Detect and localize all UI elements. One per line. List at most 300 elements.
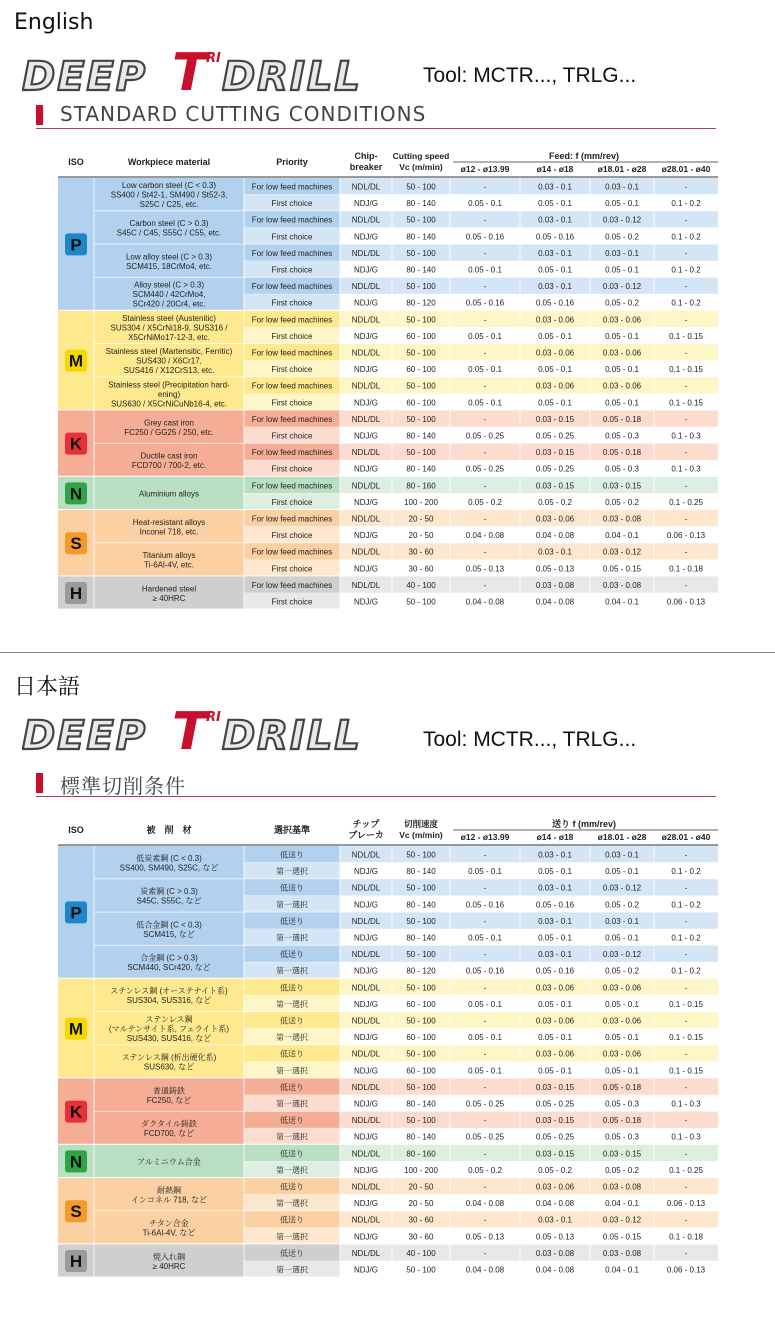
priority-value: 第一選択	[276, 933, 308, 943]
table-row	[244, 912, 718, 929]
material-name: 合金鋼 (C > 0.3)	[140, 953, 198, 963]
table-row	[244, 1244, 718, 1261]
chipbreaker-value: NDJ/G	[354, 900, 378, 910]
feed-d4-value: 0.1 - 0.2	[671, 298, 701, 308]
section-title: STANDARD CUTTING CONDITIONS	[60, 102, 427, 126]
material-block	[94, 946, 718, 979]
table-row	[244, 327, 718, 344]
speed-value: 50 - 100	[406, 916, 436, 926]
table-row	[244, 593, 718, 610]
feed-d4-value: -	[684, 448, 688, 458]
feed-d2-value: 0.03 - 0.1	[538, 850, 572, 860]
material-block	[94, 311, 718, 344]
iso-group-s	[58, 510, 718, 576]
feed-d2-value: 0.03 - 0.06	[535, 381, 575, 391]
feed-d4-value: 0.1 - 0.2	[671, 966, 701, 976]
header-speed-2: Vc (m/min)	[399, 830, 443, 840]
material-name: Ti-6Al-4V, etc.	[144, 560, 194, 570]
material-block	[94, 410, 718, 443]
material-name: SUS630, など	[143, 1062, 195, 1072]
header-feed: 送り f (mm/rev)	[551, 819, 617, 829]
material-name: 低合金鋼 (C < 0.3)	[136, 920, 202, 930]
priority-value: First choice	[271, 298, 313, 308]
header-diameter-3: ø18.01 - ø28	[597, 832, 647, 842]
feed-d4-value: 0.06 - 0.13	[666, 597, 706, 607]
table-row	[244, 995, 718, 1012]
material-name: 低炭素鋼 (C < 0.3)	[136, 853, 202, 863]
feed-d3-value: 0.03 - 0.12	[602, 950, 642, 960]
material-name: SUS430, SUS416, など	[126, 1034, 212, 1044]
chipbreaker-value: NDJ/G	[354, 365, 378, 375]
speed-value: 80 - 140	[406, 431, 436, 441]
chipbreaker-value: NDL/DL	[351, 348, 381, 358]
material-name: SCM440 / 42CrMo4,	[132, 290, 206, 300]
language-label: English	[14, 10, 94, 35]
table-row	[244, 278, 718, 295]
feed-d4-value: 0.1 - 0.3	[671, 1132, 701, 1142]
material-name: (マルテンサイト系, フェライト系)	[108, 1024, 230, 1034]
table-row	[244, 294, 718, 311]
feed-d4-value: -	[684, 182, 688, 192]
material-block	[94, 576, 718, 609]
iso-letter: N	[69, 1152, 83, 1172]
feed-d4-value: 0.06 - 0.13	[666, 531, 706, 541]
feed-d1-value: 0.05 - 0.1	[468, 1066, 502, 1076]
feed-d4-value: 0.1 - 0.15	[669, 331, 703, 341]
speed-value: 50 - 100	[406, 381, 436, 391]
feed-d3-value: 0.03 - 0.12	[602, 282, 642, 292]
chipbreaker-value: NDL/DL	[351, 580, 381, 590]
feed-d4-value: -	[684, 1149, 688, 1159]
feed-d1-value: 0.05 - 0.2	[468, 497, 502, 507]
cutting-conditions-table-en	[58, 150, 718, 610]
feed-d4-value: -	[684, 850, 688, 860]
feed-d4-value: -	[684, 883, 688, 893]
speed-value: 60 - 100	[406, 1033, 436, 1043]
iso-letter: P	[70, 235, 82, 255]
priority-value: First choice	[271, 464, 313, 474]
priority-value: 第一選択	[276, 1066, 308, 1076]
chipbreaker-value: NDJ/G	[354, 232, 378, 242]
feed-d3-value: 0.03 - 0.12	[602, 547, 642, 557]
feed-d4-value: 0.1 - 0.15	[669, 398, 703, 408]
chipbreaker-value: NDL/DL	[351, 514, 381, 524]
feed-d2-value: 0.03 - 0.06	[535, 983, 575, 993]
chipbreaker-value: NDL/DL	[351, 315, 381, 325]
feed-d1-value: -	[483, 481, 487, 491]
chipbreaker-value: NDJ/G	[354, 199, 378, 209]
feed-d1-value: -	[483, 1215, 487, 1225]
feed-d1-value: -	[483, 950, 487, 960]
feed-d2-value: 0.05 - 0.1	[538, 265, 572, 275]
priority-value: 低送り	[280, 1215, 304, 1225]
speed-value: 50 - 100	[406, 414, 436, 424]
priority-value: 低送り	[280, 1049, 304, 1059]
feed-d4-value: 0.1 - 0.2	[671, 867, 701, 877]
iso-group-p	[58, 178, 718, 311]
table-row	[244, 493, 718, 510]
feed-d1-value: -	[483, 282, 487, 292]
feed-d2-value: 0.05 - 0.1	[538, 1066, 572, 1076]
material-name: Hardened steel	[141, 584, 197, 594]
material-block	[94, 477, 718, 510]
table-row	[244, 427, 718, 444]
feed-d1-value: -	[483, 916, 487, 926]
material-name: Stainless steel (Martensitic, Ferritic)	[105, 347, 233, 357]
feed-d4-value: 0.1 - 0.2	[671, 900, 701, 910]
iso-letter: S	[70, 534, 82, 554]
feed-d3-value: 0.05 - 0.2	[605, 298, 639, 308]
chipbreaker-value: NDJ/G	[354, 464, 378, 474]
material-name: SCr420 / 20Cr4, etc.	[132, 299, 206, 309]
logo-t: T	[172, 46, 208, 98]
priority-value: 第一選択	[276, 1099, 308, 1109]
feed-d1-value: 0.05 - 0.1	[468, 867, 502, 877]
speed-value: 50 - 100	[406, 182, 436, 192]
feed-d1-value: -	[483, 1149, 487, 1159]
speed-value: 80 - 160	[406, 1149, 436, 1159]
feed-d2-value: 0.03 - 0.15	[535, 1149, 575, 1159]
speed-value: 100 - 200	[404, 1165, 438, 1175]
feed-d4-value: 0.1 - 0.18	[669, 1232, 703, 1242]
priority-value: 第一選択	[276, 1199, 308, 1209]
material-name: S25C / C25, etc.	[139, 200, 199, 210]
table-row	[244, 195, 718, 212]
chipbreaker-value: NDL/DL	[351, 983, 381, 993]
chipbreaker-value: NDL/DL	[351, 883, 381, 893]
priority-value: For low feed machines	[251, 282, 333, 292]
priority-value: For low feed machines	[251, 448, 333, 458]
feed-d3-value: 0.05 - 0.2	[605, 497, 639, 507]
feed-d3-value: 0.03 - 0.1	[605, 248, 639, 258]
material-name: Ti-6Al-4V, など	[142, 1228, 196, 1238]
feed-d3-value: 0.05 - 0.18	[602, 414, 642, 424]
priority-value: First choice	[271, 232, 313, 242]
speed-value: 50 - 100	[406, 597, 436, 607]
header-diameter-1: ø12 - ø13.99	[460, 164, 510, 174]
material-name: SS400 / St42-1, SM490 / St52-3,	[110, 190, 228, 200]
feed-d4-value: 0.1 - 0.15	[669, 1066, 703, 1076]
accent-bar	[36, 105, 43, 125]
accent-bar	[36, 773, 43, 793]
priority-value: First choice	[271, 199, 313, 209]
chipbreaker-value: NDJ/G	[354, 1232, 378, 1242]
feed-d3-value: 0.05 - 0.18	[602, 1116, 642, 1126]
iso-group-m	[58, 311, 718, 411]
speed-value: 80 - 140	[406, 464, 436, 474]
feed-d1-value: 0.05 - 0.13	[465, 564, 505, 574]
iso-group-p	[58, 846, 718, 979]
priority-value: First choice	[271, 564, 313, 574]
feed-d3-value: 0.03 - 0.08	[602, 1248, 642, 1258]
feed-d1-value: 0.05 - 0.1	[468, 999, 502, 1009]
feed-d2-value: 0.03 - 0.15	[535, 1082, 575, 1092]
feed-d1-value: -	[483, 215, 487, 225]
table-row	[244, 1078, 718, 1095]
chipbreaker-value: NDL/DL	[351, 1049, 381, 1059]
feed-d2-value: 0.03 - 0.06	[535, 348, 575, 358]
feed-d2-value: 0.05 - 0.2	[538, 1165, 572, 1175]
feed-d3-value: 0.05 - 0.1	[605, 1066, 639, 1076]
material-name: ダクタイル鋳鉄	[141, 1119, 197, 1129]
iso-group-k	[58, 1078, 718, 1144]
feed-d4-value: -	[684, 1116, 688, 1126]
table-row	[244, 261, 718, 278]
speed-value: 30 - 60	[408, 1215, 434, 1225]
feed-d3-value: 0.03 - 0.06	[602, 1016, 642, 1026]
feed-d1-value: 0.05 - 0.1	[468, 331, 502, 341]
speed-value: 80 - 120	[406, 298, 436, 308]
feed-d2-value: 0.03 - 0.15	[535, 481, 575, 491]
feed-d1-value: -	[483, 547, 487, 557]
feed-d2-value: 0.05 - 0.25	[535, 431, 575, 441]
header-feed: Feed: f (mm/rev)	[548, 151, 620, 161]
priority-value: First choice	[271, 531, 313, 541]
section-title: 標準切削条件	[60, 774, 186, 798]
feed-d3-value: 0.05 - 0.3	[605, 1099, 639, 1109]
feed-d3-value: 0.03 - 0.06	[602, 348, 642, 358]
feed-d2-value: 0.05 - 0.16	[535, 298, 575, 308]
feed-d3-value: 0.05 - 0.2	[605, 900, 639, 910]
chipbreaker-value: NDL/DL	[351, 1182, 381, 1192]
speed-value: 50 - 100	[406, 215, 436, 225]
speed-value: 50 - 100	[406, 448, 436, 458]
feed-d2-value: 0.03 - 0.15	[535, 414, 575, 424]
feed-d3-value: 0.05 - 0.3	[605, 464, 639, 474]
priority-value: 低送り	[280, 1149, 304, 1159]
iso-letter: P	[70, 903, 82, 923]
table-row	[244, 228, 718, 245]
priority-value: 低送り	[280, 916, 304, 926]
priority-value: 第一選択	[276, 867, 308, 877]
speed-value: 50 - 100	[406, 1082, 436, 1092]
feed-d1-value: -	[483, 1182, 487, 1192]
material-name: ening)	[157, 389, 181, 399]
material-block	[94, 510, 718, 543]
priority-value: 第一選択	[276, 966, 308, 976]
chipbreaker-value: NDJ/G	[354, 1132, 378, 1142]
material-name: SUS416 / X12CrS13, etc.	[123, 366, 215, 376]
speed-value: 20 - 50	[408, 531, 434, 541]
material-block	[94, 278, 718, 311]
speed-value: 30 - 60	[408, 547, 434, 557]
feed-d2-value: 0.05 - 0.2	[538, 497, 572, 507]
feed-d4-value: -	[684, 547, 688, 557]
priority-value: 第一選択	[276, 1033, 308, 1043]
table-row	[244, 560, 718, 577]
speed-value: 20 - 50	[408, 1199, 434, 1209]
feed-d2-value: 0.05 - 0.25	[535, 1132, 575, 1142]
speed-value: 50 - 100	[406, 1049, 436, 1059]
material-name: FC250, など	[146, 1095, 192, 1105]
deep-tri-drill-logo	[22, 705, 382, 757]
table-row	[244, 1045, 718, 1062]
feed-d2-value: 0.03 - 0.1	[538, 182, 572, 192]
chipbreaker-value: NDL/DL	[351, 1248, 381, 1258]
feed-d3-value: 0.03 - 0.06	[602, 1049, 642, 1059]
table-row	[244, 1112, 718, 1129]
feed-d4-value: -	[684, 950, 688, 960]
priority-value: For low feed machines	[251, 315, 333, 325]
feed-d3-value: 0.04 - 0.1	[605, 1199, 639, 1209]
chipbreaker-value: NDL/DL	[351, 248, 381, 258]
feed-d1-value: 0.05 - 0.25	[465, 1099, 505, 1109]
chipbreaker-value: NDL/DL	[351, 1149, 381, 1159]
feed-d4-value: -	[684, 1082, 688, 1092]
speed-value: 80 - 140	[406, 265, 436, 275]
language-label: 日本語	[14, 675, 81, 700]
header-diameter-1: ø12 - ø13.99	[460, 832, 510, 842]
table-row	[244, 377, 718, 394]
feed-d3-value: 0.05 - 0.1	[605, 365, 639, 375]
speed-value: 60 - 100	[406, 1066, 436, 1076]
material-name: ≥ 40HRC	[152, 1261, 186, 1271]
table-row	[244, 929, 718, 946]
feed-d2-value: 0.05 - 0.16	[535, 900, 575, 910]
speed-value: 80 - 140	[406, 232, 436, 242]
chipbreaker-value: NDJ/G	[354, 1199, 378, 1209]
material-name: Stainless steel (Precipitation hard-	[108, 380, 230, 390]
material-block	[94, 879, 718, 912]
feed-d1-value: -	[483, 381, 487, 391]
feed-d2-value: 0.05 - 0.1	[538, 1033, 572, 1043]
feed-d1-value: 0.05 - 0.16	[465, 900, 505, 910]
feed-d1-value: -	[483, 414, 487, 424]
priority-value: First choice	[271, 365, 313, 375]
feed-d1-value: 0.05 - 0.13	[465, 1232, 505, 1242]
table-row	[244, 410, 718, 427]
speed-value: 60 - 100	[406, 398, 436, 408]
header-speed-2: Vc (m/min)	[399, 162, 443, 172]
feed-d4-value: 0.1 - 0.15	[669, 999, 703, 1009]
feed-d3-value: 0.04 - 0.1	[605, 531, 639, 541]
table-row	[244, 344, 718, 361]
speed-value: 80 - 140	[406, 933, 436, 943]
feed-d1-value: 0.05 - 0.1	[468, 265, 502, 275]
header-chip-2: breaker	[349, 162, 383, 172]
feed-d2-value: 0.03 - 0.1	[538, 282, 572, 292]
feed-d2-value: 0.03 - 0.1	[538, 547, 572, 557]
feed-d2-value: 0.03 - 0.15	[535, 448, 575, 458]
table-row	[244, 896, 718, 913]
feed-d2-value: 0.03 - 0.1	[538, 215, 572, 225]
chipbreaker-value: NDL/DL	[351, 215, 381, 225]
feed-d4-value: -	[684, 215, 688, 225]
feed-d2-value: 0.03 - 0.08	[535, 1248, 575, 1258]
feed-d4-value: -	[684, 381, 688, 391]
feed-d2-value: 0.03 - 0.1	[538, 1215, 572, 1225]
speed-value: 80 - 140	[406, 867, 436, 877]
iso-letter: H	[69, 584, 83, 603]
feed-d4-value: 0.1 - 0.15	[669, 365, 703, 375]
material-name: FCD700, など	[143, 1128, 195, 1138]
feed-d2-value: 0.03 - 0.1	[538, 883, 572, 893]
priority-value: For low feed machines	[251, 514, 333, 524]
priority-value: For low feed machines	[251, 381, 333, 391]
header-chip-1: Chip-	[354, 151, 378, 161]
tool-label: Tool: MCTR..., TRLG...	[423, 64, 637, 87]
material-block	[94, 178, 718, 211]
table-row	[244, 879, 718, 896]
feed-d3-value: 0.05 - 0.2	[605, 966, 639, 976]
table-row	[244, 1228, 718, 1245]
feed-d1-value: 0.05 - 0.2	[468, 1165, 502, 1175]
feed-d1-value: 0.04 - 0.08	[465, 1265, 505, 1275]
table-row	[244, 1161, 718, 1178]
chipbreaker-value: NDL/DL	[351, 950, 381, 960]
material-name: S45C / C45, S55C / C55, etc.	[116, 228, 222, 238]
material-block	[94, 846, 718, 879]
chipbreaker-value: NDJ/G	[354, 966, 378, 976]
feed-d4-value: 0.06 - 0.13	[666, 1199, 706, 1209]
feed-d1-value: 0.05 - 0.1	[468, 933, 502, 943]
chipbreaker-value: NDJ/G	[354, 265, 378, 275]
chipbreaker-value: NDJ/G	[354, 431, 378, 441]
feed-d4-value: -	[684, 1248, 688, 1258]
material-name: Aluminium alloys	[138, 489, 200, 499]
feed-d3-value: 0.05 - 0.15	[602, 1232, 642, 1242]
feed-d4-value: 0.1 - 0.15	[669, 1033, 703, 1043]
feed-d4-value: -	[684, 1016, 688, 1026]
chipbreaker-value: NDL/DL	[351, 1215, 381, 1225]
chipbreaker-value: NDJ/G	[354, 331, 378, 341]
priority-value: 低送り	[280, 1116, 304, 1126]
feed-d4-value: 0.1 - 0.2	[671, 199, 701, 209]
feed-d4-value: 0.1 - 0.3	[671, 1099, 701, 1109]
speed-value: 80 - 140	[406, 1099, 436, 1109]
iso-group-h	[58, 576, 718, 609]
feed-d2-value: 0.03 - 0.06	[535, 1049, 575, 1059]
priority-value: For low feed machines	[251, 414, 333, 424]
feed-d3-value: 0.05 - 0.1	[605, 398, 639, 408]
feed-d1-value: -	[483, 448, 487, 458]
feed-d3-value: 0.03 - 0.12	[602, 215, 642, 225]
iso-letter: S	[70, 1202, 82, 1222]
priority-value: 第一選択	[276, 999, 308, 1009]
material-name: 炭素鋼 (C > 0.3)	[140, 887, 198, 897]
speed-value: 50 - 100	[406, 950, 436, 960]
iso-group-h	[58, 1244, 718, 1277]
chipbreaker-value: NDJ/G	[354, 1066, 378, 1076]
material-name: 普通鋳鉄	[153, 1086, 185, 1096]
priority-value: 低送り	[280, 850, 304, 860]
speed-value: 50 - 100	[406, 850, 436, 860]
material-block	[94, 344, 718, 377]
material-block	[94, 444, 718, 477]
feed-d2-value: 0.04 - 0.08	[535, 1265, 575, 1275]
feed-d3-value: 0.05 - 0.3	[605, 431, 639, 441]
table-row	[244, 510, 718, 527]
feed-d1-value: -	[483, 983, 487, 993]
priority-value: 第一選択	[276, 1165, 308, 1175]
feed-d1-value: 0.04 - 0.08	[465, 597, 505, 607]
logo-wordmark	[22, 46, 362, 98]
chipbreaker-value: NDJ/G	[354, 398, 378, 408]
feed-d2-value: 0.05 - 0.25	[535, 464, 575, 474]
feed-d4-value: -	[684, 348, 688, 358]
chipbreaker-value: NDJ/G	[354, 597, 378, 607]
section-heading	[36, 102, 716, 129]
material-name: ステンレス鋼 (オーステナイト系)	[110, 986, 228, 996]
chipbreaker-value: NDJ/G	[354, 298, 378, 308]
priority-value: 第一選択	[276, 1265, 308, 1275]
table-row	[244, 543, 718, 560]
header-chip-1: チップ	[352, 819, 380, 829]
table-row	[244, 1095, 718, 1112]
speed-value: 100 - 200	[404, 497, 438, 507]
iso-letter: M	[68, 351, 84, 371]
logo-drill: DRILL	[222, 713, 362, 757]
